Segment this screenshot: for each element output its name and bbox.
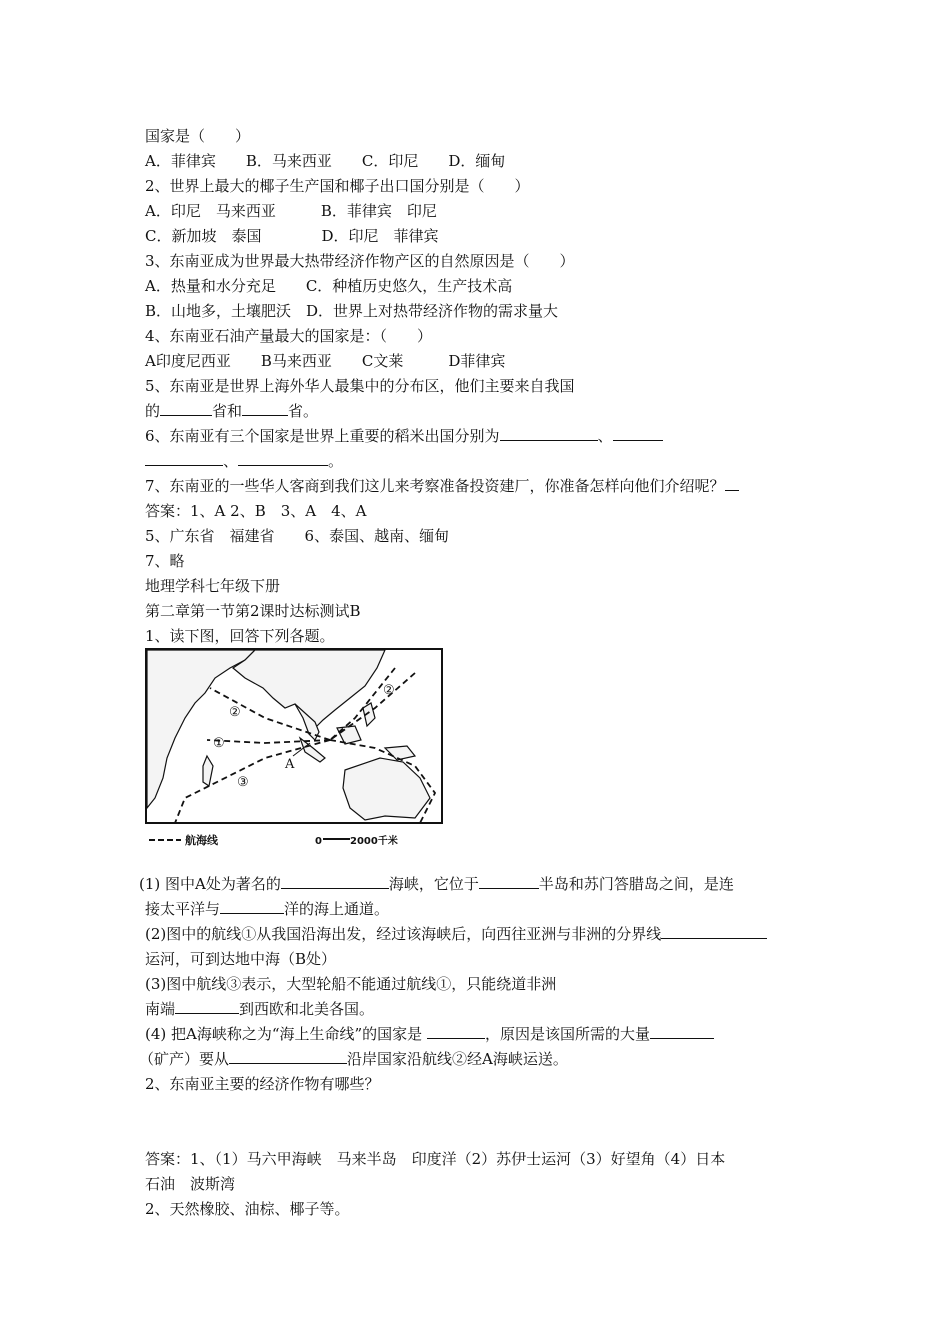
scale-zero-label: 0: [315, 836, 322, 847]
text-fragment: (4) 把A海峡称之为“海上生命线”的国家是: [145, 1025, 423, 1043]
text-fragment: ，原因是该国所需的大量: [484, 1025, 650, 1043]
question-2-options-ab: A．印尼 马来西亚 B．菲律宾 印尼: [145, 202, 437, 220]
map-subquestion-4-cont: [139, 1049, 568, 1069]
map-label: A: [285, 757, 295, 772]
question-5-blanks: [145, 401, 318, 421]
text-fragment: 海峡，它位于: [388, 875, 479, 893]
question-1-tail: 国家是（ ）: [145, 127, 251, 145]
answer-blank: [613, 426, 663, 441]
answer-blank: [427, 1024, 485, 1039]
map-subquestion-2: [145, 924, 767, 944]
text-fragment: 接太平洋与: [145, 900, 221, 918]
map-figure: [145, 648, 450, 848]
answer-blank: [650, 1024, 714, 1039]
answer-blank: [281, 874, 389, 889]
text-fragment: 沿岸国家沿航线②经A海峡运送。: [347, 1050, 568, 1068]
map-label: ②: [229, 705, 241, 720]
legend-route-label: 航海线: [185, 834, 218, 847]
answer-1-4: 答案：1、A 2、B 3、A 4、A: [145, 502, 367, 520]
answer-blank: [661, 924, 767, 939]
question-2-options-cd: C．新加坡 泰国 D．印尼 菲律宾: [145, 227, 439, 245]
question-2: 2、世界上最大的椰子生产国和椰子出口国分别是（ ）: [145, 177, 530, 195]
answer-5-6: 5、广东省 福建省 6、泰国、越南、缅甸: [145, 527, 450, 545]
text-fragment: 、: [597, 427, 613, 445]
answer-crops: 2、天然橡胶、油棕、椰子等。: [145, 1200, 350, 1218]
text-fragment: 6、东南亚有三个国家是世界上重要的稻米出国分别为: [145, 427, 500, 445]
answer-blank: [175, 999, 239, 1014]
text-fragment: 。: [328, 452, 344, 470]
answer-blank: [160, 401, 212, 416]
text-fragment: 到西欧和北美各国。: [239, 1000, 375, 1018]
text-fragment: 省。: [288, 402, 319, 420]
question-1-options: A．菲律宾 B．马来西亚 C．印尼 D．缅甸: [145, 152, 506, 170]
text-fragment: 的: [145, 402, 161, 420]
subject-title: 地理学科七年级下册: [145, 577, 281, 595]
answer-map-1-cont: 石油 波斯湾: [145, 1175, 236, 1193]
text-fragment: 洋的海上通道。: [284, 900, 390, 918]
text-fragment: 、: [223, 452, 239, 470]
shipping-route-map: [145, 648, 450, 848]
answer-blank: [242, 401, 288, 416]
map-label: ③: [237, 775, 249, 790]
question-6: [145, 426, 663, 446]
text-fragment: 省和: [212, 402, 243, 420]
question-3: 3、东南亚成为世界最大热带经济作物产区的自然原因是（ ）: [145, 252, 575, 270]
section-title: 第二章第一节第2课时达标测试B: [145, 602, 361, 620]
map-subquestion-1: [139, 874, 734, 894]
map-subquestion-1-cont: [145, 899, 389, 919]
answer-7: 7、略: [145, 552, 185, 570]
map-label: ②: [383, 683, 395, 698]
text-fragment: （矿产）要从: [139, 1050, 230, 1068]
map-subquestion-3: (3)图中航线③表示，大型轮船不能通过航线①，只能绕道非洲: [145, 975, 557, 993]
map-subquestion-3-cont: [145, 999, 374, 1019]
question-4: 4、东南亚石油产量最大的国家是：（ ）: [145, 327, 433, 345]
text-fragment: 南端: [145, 1000, 176, 1018]
answer-blank: [500, 426, 598, 441]
text-fragment: (2)图中的航线①从我国沿海出发，经过该海峡后，向西往亚洲与非洲的分界线: [145, 925, 662, 943]
answer-blank: [145, 451, 223, 466]
answer-blank: [725, 476, 739, 491]
answer-blank: [238, 451, 328, 466]
answer-blank: [220, 899, 284, 914]
question-5: 5、东南亚是世界上海外华人最集中的分布区，他们主要来自我国: [145, 377, 575, 395]
question-4-options: A印度尼西亚 B马来西亚 C文莱 D菲律宾: [145, 352, 506, 370]
question-2-crops: 2、东南亚主要的经济作物有哪些？: [145, 1075, 380, 1093]
map-label: ①: [213, 736, 225, 751]
answer-map-1: 答案：1、（1）马六甲海峡 马来半岛 印度洋（2）苏伊士运河（3）好望角（4）日本: [145, 1150, 726, 1168]
question-3-options-bd: B．山地多，土壤肥沃 D．世界上对热带经济作物的需求量大: [145, 302, 559, 320]
scale-distance-label: 2000千米: [350, 836, 398, 847]
text-fragment: 半岛和苏门答腊岛之间，是连: [538, 875, 734, 893]
question-7: [145, 476, 739, 496]
answer-blank: [229, 1049, 347, 1064]
question-3-options-ac: A．热量和水分充足 C．种植历史悠久，生产技术高: [145, 277, 513, 295]
text-fragment: (1) 图中A处为著名的: [139, 875, 281, 893]
question-6-cont: [145, 451, 343, 471]
text-fragment: 7、东南亚的一些华人客商到我们这儿来考察准备投资建厂，你准备怎样向他们介绍呢？: [145, 477, 725, 495]
map-question-intro: 1、读下图，回答下列各题。: [145, 627, 335, 645]
map-subquestion-4: [145, 1024, 714, 1044]
map-subquestion-2-cont: 运河，可到达地中海（B处）: [145, 950, 337, 968]
answer-blank: [479, 874, 539, 889]
